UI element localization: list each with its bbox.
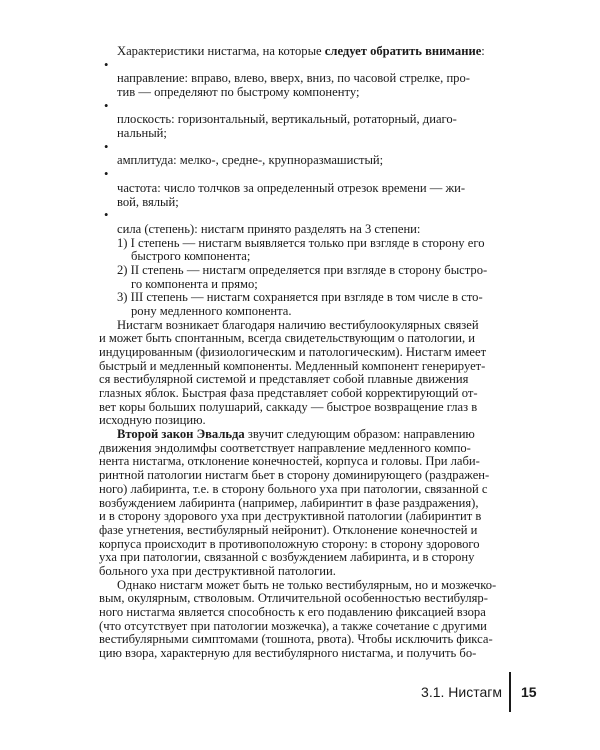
ewald-law-text: звучит следующим образом: направлению [244, 427, 475, 441]
page-number: 15 [521, 684, 537, 700]
running-footer-section: 3.1. Нистагм [421, 684, 502, 700]
bullet-mark: • [104, 208, 109, 222]
footer-divider [509, 672, 511, 712]
degree-item-2-cont: го компонента и прямо; [131, 277, 258, 291]
paragraph-line: быстрый и медленный компоненты. Медленный компонент генерирует- [99, 359, 486, 373]
bullet-mark: • [104, 140, 109, 154]
paragraph-line: ного) лабиринта, т.е. в сторону больного уха при патологии, связанной с [99, 482, 488, 496]
paragraph-line: ного нистагма является способность к его подавлению фиксацией взора [99, 605, 486, 619]
paragraph-line: ся вестибулярной системой и представляет собой плавные движения [99, 372, 469, 386]
paragraph-line: и в сторону здорового уха при деструктивной патологии (лабиринтит в [99, 509, 482, 523]
degree-item-1-cont: быстрого компонента; [131, 249, 251, 263]
bullet-mark: • [104, 167, 109, 181]
list-item-frequency-cont: вой, вялый; [117, 195, 179, 209]
list-item-plane: плоскость: горизонтальный, вертикальный, ротаторный, диаго- [117, 112, 457, 126]
paragraph-line: (что отсутствует при патологии мозжечка), а также сочетание с другими [99, 619, 487, 633]
ewald-law-term: Второй закон Эвальда [117, 427, 245, 441]
list-item-amplitude: амплитуда: мелко-, средне-, крупноразмашистый; [117, 153, 384, 167]
paragraph-line: фазе угнетения, вестибулярный нейронит). Отклонение конечностей и [99, 523, 478, 537]
list-item-frequency: частота: число толчков за определенный отрезок времени — жи- [117, 181, 466, 195]
paragraph-line: нента нистагма, отклонение конечностей, корпуса и головы. При лаби- [99, 454, 480, 468]
degree-item-1: 1) I степень — нистагм выявляется только при взгляде в сторону его [117, 236, 485, 250]
paragraph-line: ринтной патологии нистагм бьет в сторону доминирующего (раздражен- [99, 468, 490, 482]
intro-text: Характеристики нистагма, на которые [117, 44, 325, 58]
paragraph-line: вестибулярными симптомами (тошнота, рвота). Чтобы исключить фикса- [99, 632, 493, 646]
list-item-direction: направление: вправо, влево, вверх, вниз, по часовой стрелке, про- [117, 71, 470, 85]
paragraph-line: больного уха при деструктивной патологии. [99, 564, 336, 578]
paragraph-line: движения эндолимфы соответствует направление медленного компо- [99, 441, 471, 455]
bullet-mark: • [104, 99, 109, 113]
paragraph-line: вым, окулярным, стволовым. Отличительной особенностью вестибуляр- [99, 591, 488, 605]
list-item-plane-cont: нальный; [117, 126, 167, 140]
paragraph-line: корпуса происходит в противоположную сторону: в сторону здорового [99, 537, 480, 551]
paragraph-line: исходную позицию. [99, 413, 206, 427]
intro-emphasis: следует обратить внимание [324, 44, 482, 58]
degree-item-3: 3) III степень — нистагм сохраняется при взгляде в том числе в сто- [117, 290, 483, 304]
paragraph-line: Однако нистагм может быть не только вестибулярным, но и мозжечко- [117, 578, 497, 592]
bullet-mark: • [104, 58, 109, 72]
paragraph-line: уха при патологии, связанной с возбуждением лабиринта, и в сторону [99, 550, 475, 564]
paragraph-line: индуцированным (физиологическим и патологическим). Нистагм имеет [99, 345, 487, 359]
degree-item-3-cont: рону медленного компонента. [131, 304, 292, 318]
paragraph-line: цию взора, характерную для вестибулярного нистагма, и получить бо- [99, 646, 477, 660]
paragraph-line: Нистагм возникает благодаря наличию вестибулоокулярных связей [117, 318, 479, 332]
intro-colon: : [481, 44, 485, 58]
paragraph-line: вет коры больших полушарий, саккаду — быстрое возвращение глаз в [99, 400, 478, 414]
paragraph-line: глазных яблок. Быстрая фаза представляет собой корректирующий от- [99, 386, 478, 400]
list-item-strength: сила (степень): нистагм принято разделять на 3 степени: [117, 222, 421, 236]
degree-item-2: 2) II степень — нистагм определяется при взгляде в сторону быстро- [117, 263, 488, 277]
paragraph-line: и может быть спонтанным, всегда свидетельствующим о патологии, и [99, 331, 476, 345]
paragraph-line: возбуждением лабиринта (например, лабиринтит в фазе раздражения), [99, 496, 479, 510]
list-item-direction-cont: тив — определяют по быстрому компоненту; [117, 85, 360, 99]
intro-line [117, 43, 485, 59]
